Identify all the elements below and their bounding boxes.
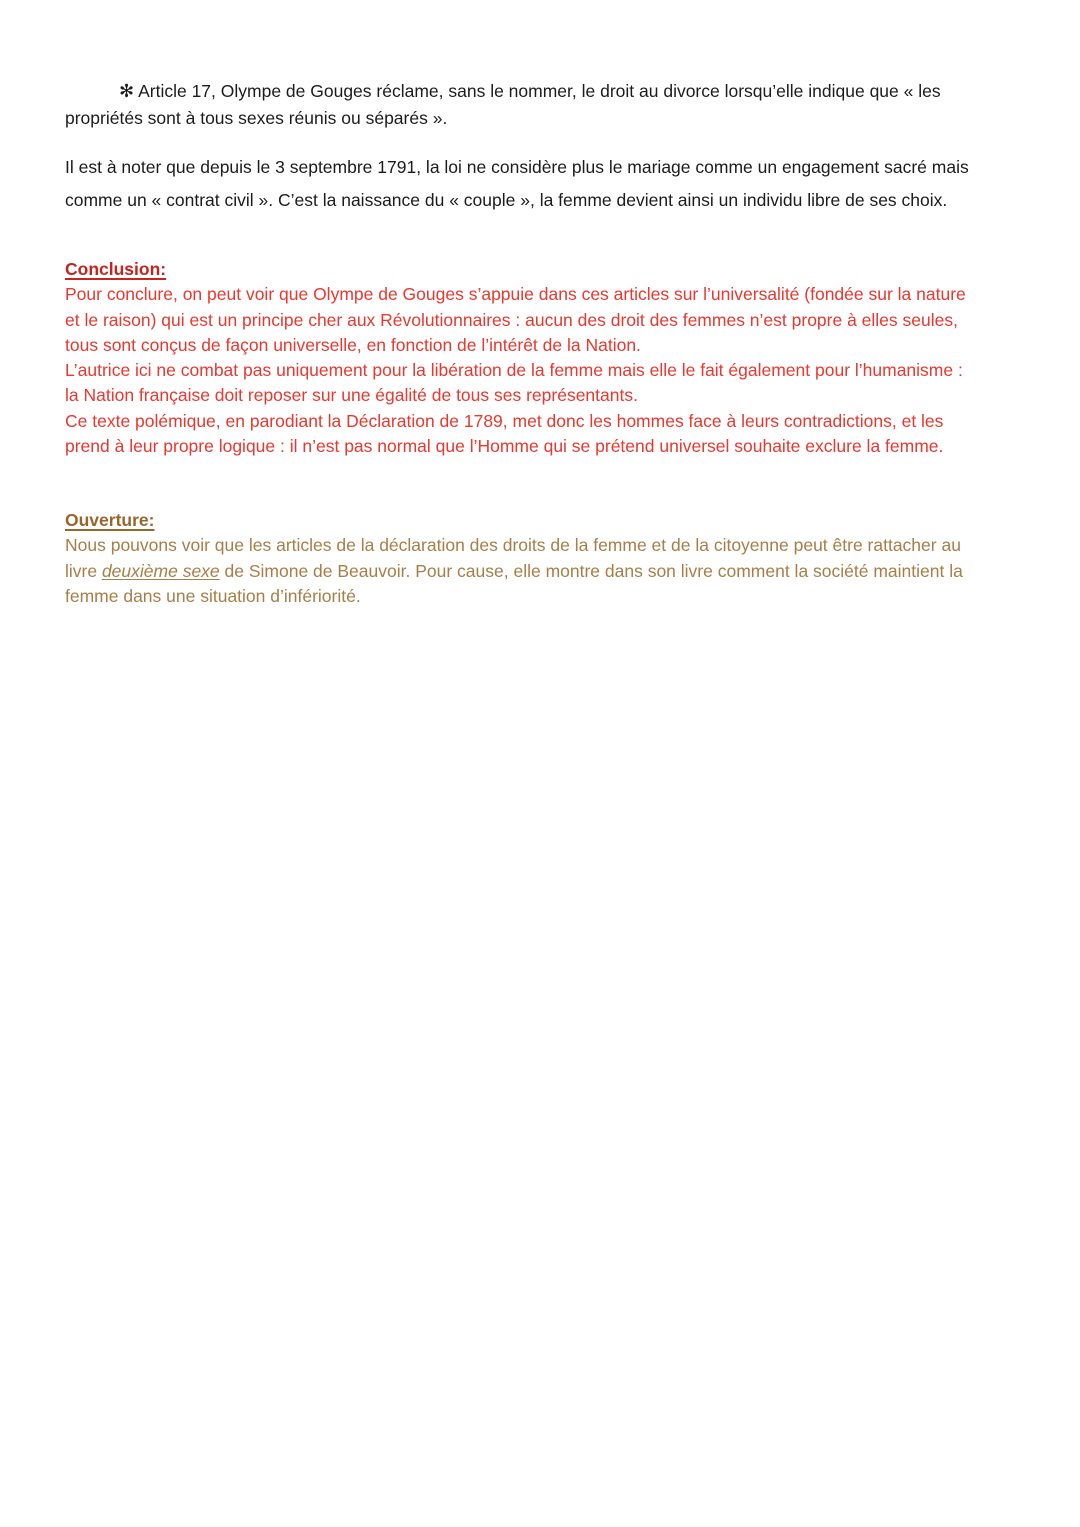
conclusion-line: et le raison) qui est un principe cher aux Révolutionnaires : aucun des droit des femmes n’est propre à elles seules, xyxy=(65,309,958,330)
conclusion-section xyxy=(65,257,1030,459)
article-line-1 xyxy=(65,78,1030,105)
article-text-line-1: Article 17, Olympe de Gouges réclame, sans le nommer, le droit au divorce lorsqu’elle indique que « les xyxy=(138,81,941,101)
ouverture-line-2-prefix: livre xyxy=(65,560,102,581)
conclusion-line: tous sont conçus de façon universelle, en fonction de l’intérêt de la Nation. xyxy=(65,334,641,355)
conclusion-line: Ce texte polémique, en parodiant la Déclaration de 1789, met donc les hommes face à leurs contradictions, et les xyxy=(65,410,944,431)
conclusion-line: prend à leur propre logique : il n’est pas normal que l’Homme qui se prétend universel souhaite exclure la femme. xyxy=(65,436,944,457)
conclusion-heading: Conclusion: xyxy=(65,259,167,279)
note-text-line-1: Il est à noter que depuis le 3 septembre 1791, la loi ne considère plus le mariage comme un engagement sacré mais xyxy=(65,157,969,177)
ouverture-line-2-suffix: de Simone de Beauvoir. Pour cause, elle montre dans son livre comment la société maintient la xyxy=(219,560,963,581)
ouverture-heading: Ouverture: xyxy=(65,510,155,530)
article-17-paragraph xyxy=(65,78,1030,132)
ouverture-line-2 xyxy=(65,559,1030,584)
ouverture-line-3: femme dans une situation d’infériorité. xyxy=(65,585,361,606)
ouverture-line-1: Nous pouvons voir que les articles de la déclaration des droits de la femme et de la citoyenne peut être rattacher au xyxy=(65,535,961,556)
article-text-line-2: propriétés sont à tous sexes réunis ou séparés ». xyxy=(65,108,448,128)
conclusion-line: la Nation française doit reposer sur une égalité de tous ses représentants. xyxy=(65,385,638,406)
book-title: deuxième sexe xyxy=(101,560,220,581)
note-paragraph xyxy=(65,151,1030,217)
note-text-line-2: comme un « contrat civil ». C’est la naissance du « couple », la femme devient ainsi un individu libre de ses choix. xyxy=(65,190,948,210)
conclusion-line: Pour conclure, on peut voir que Olympe de Gouges s’appuie dans ces articles sur l’universalité (fondée sur la nature xyxy=(65,284,966,305)
ouverture-section xyxy=(65,508,1030,609)
asterisk-bullet-icon: ✻ xyxy=(119,81,135,101)
conclusion-line: L’autrice ici ne combat pas uniquement pour la libération de la femme mais elle le fait également pour l’humanisme : xyxy=(65,360,963,381)
